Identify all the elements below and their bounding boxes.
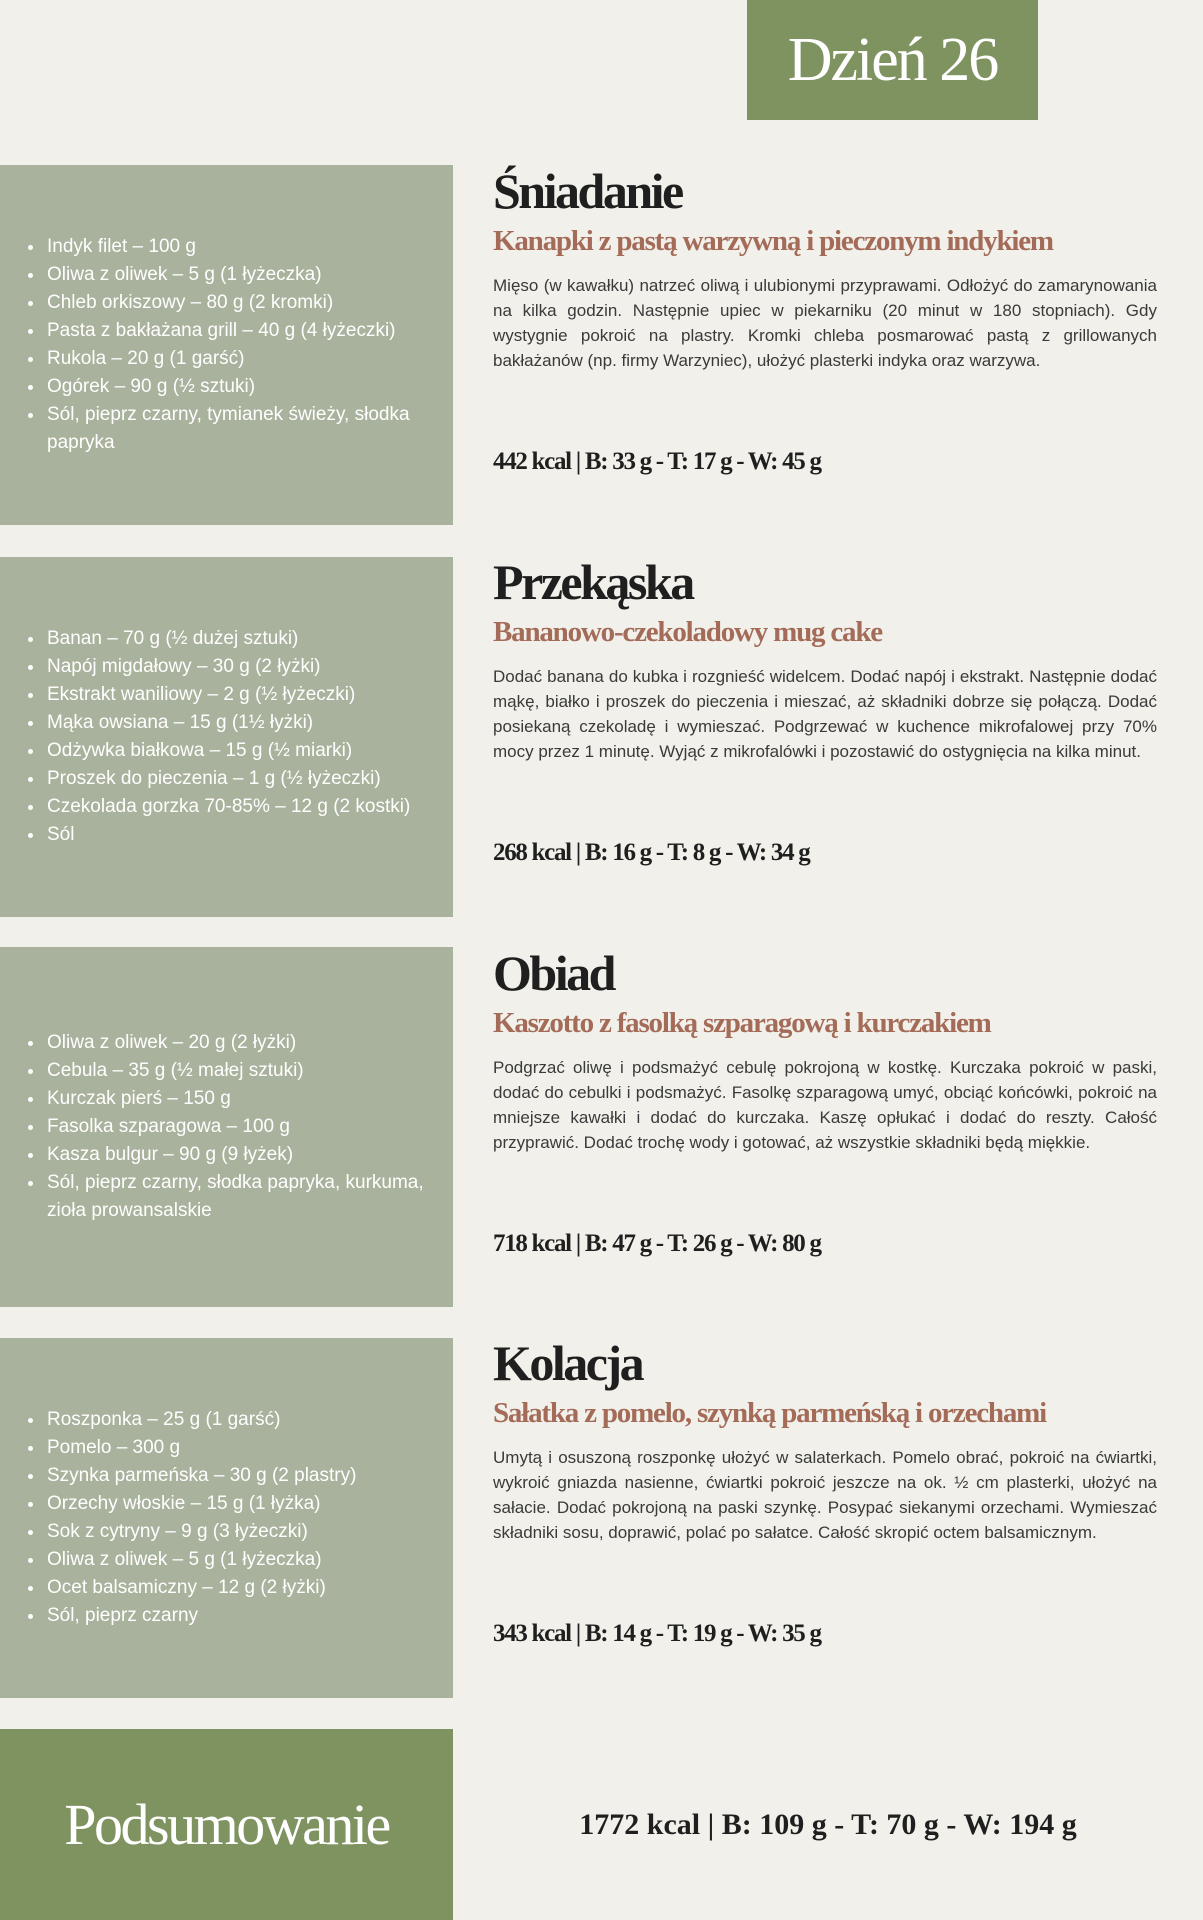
summary-macros-area bbox=[453, 1729, 1203, 1920]
ingredient-item: • Roszponka – 25 g (1 garść) bbox=[45, 1406, 356, 1434]
ingredient-item: • Ekstrakt waniliowy – 2 g (½ łyżeczki) bbox=[45, 681, 410, 709]
meal-subtitle: Bananowo-czekoladowy mug cake bbox=[493, 616, 882, 648]
ingredients-list-breakfast bbox=[25, 233, 453, 457]
ingredient-item: • Pomelo – 300 g bbox=[45, 1434, 356, 1462]
ingredient-item: • Czekolada gorzka 70-85% – 12 g (2 kostki) bbox=[45, 793, 410, 821]
ingredient-item: • Sól, pieprz czarny, słodka papryka, kurkuma, zioła prowansalskie bbox=[45, 1169, 453, 1225]
ingredient-item: • Ogórek – 90 g (½ sztuki) bbox=[45, 373, 453, 401]
meal-section-lunch bbox=[493, 945, 1157, 1257]
ingredient-item: • Fasolka szparagowa – 100 g bbox=[45, 1113, 453, 1141]
ingredient-item: • Pasta z bakłażana grill – 40 g (4 łyżeczki) bbox=[45, 317, 453, 345]
ingredient-item: • Szynka parmeńska – 30 g (2 plastry) bbox=[45, 1462, 356, 1490]
meal-title: Śniadanie bbox=[493, 163, 682, 219]
ingredient-item: • Sól, pieprz czarny, tymianek świeży, słodka papryka bbox=[45, 401, 453, 457]
ingredient-item: • Proszek do pieczenia – 1 g (½ łyżeczki) bbox=[45, 765, 410, 793]
meal-section-snack bbox=[493, 554, 1157, 866]
meal-section-breakfast bbox=[493, 163, 1157, 475]
ingredient-item: • Kurczak pierś – 150 g bbox=[45, 1085, 453, 1113]
meal-description: Mięso (w kawałku) natrzeć oliwą i ulubionymi przyprawami. Odłożyć do zamarynowania na kilka godzin. Następnie upiec w piekarniku (20 minut w 180 stopniach). Gdy wystygnie pokroić na plastry. Kromki chleba posmarować pastą z grillowanych bakłażanów (np. firmy Warzyniec), ułożyć plasterki indyka oraz warzywa. bbox=[493, 276, 1157, 370]
ingredient-item: • Odżywka białkowa – 15 g (½ miarki) bbox=[45, 737, 410, 765]
ingredients-panel-lunch bbox=[0, 947, 453, 1307]
meal-title: Obiad bbox=[493, 945, 614, 1001]
meal-subtitle: Kaszotto z fasolką szparagową i kurczakiem bbox=[493, 1007, 991, 1039]
meal-subtitle: Kanapki z pastą warzywną i pieczonym indykiem bbox=[493, 225, 1053, 257]
ingredients-panel-snack bbox=[0, 557, 453, 917]
ingredient-item: • Sól bbox=[45, 821, 410, 849]
ingredient-item: • Indyk filet – 100 g bbox=[45, 233, 453, 261]
meal-title: Kolacja bbox=[493, 1335, 643, 1391]
ingredient-item: • Mąka owsiana – 15 g (1½ łyżki) bbox=[45, 709, 410, 737]
ingredient-item: • Banan – 70 g (½ dużej sztuki) bbox=[45, 625, 410, 653]
ingredients-panel-breakfast bbox=[0, 165, 453, 525]
meal-title: Przekąska bbox=[493, 554, 693, 610]
meal-description: Dodać banana do kubka i rozgnieść widelcem. Dodać napój i ekstrakt. Następnie dodać mąkę, białko i proszek do pieczenia i mieszać, aż składniki dobrze się połączą. Dodać posiekaną czekoladę i wymieszać. Podgrzewać w kuchence mikrofalowej przy 70% mocy przez 1 minutę. Wyjąć z mikrofalówki i pozostawić do ostygnięcia na kilka minut. bbox=[493, 667, 1157, 761]
summary-label: Podsumowanie bbox=[64, 1792, 389, 1857]
ingredient-item: • Orzechy włoskie – 15 g (1 łyżka) bbox=[45, 1490, 356, 1518]
ingredient-item: • Sok z cytryny – 9 g (3 łyżeczki) bbox=[45, 1518, 356, 1546]
summary-macros: 1772 kcal | B: 109 g - T: 70 g - W: 194 g bbox=[579, 1807, 1077, 1841]
meal-macros: 442 kcal | B: 33 g - T: 17 g - W: 45 g bbox=[493, 448, 821, 475]
ingredients-list-snack bbox=[25, 625, 410, 849]
ingredients-list-lunch bbox=[25, 1029, 453, 1225]
meal-macros: 343 kcal | B: 14 g - T: 19 g - W: 35 g bbox=[493, 1620, 821, 1647]
ingredient-item: • Rukola – 20 g (1 garść) bbox=[45, 345, 453, 373]
day-title: Dzień 26 bbox=[787, 25, 998, 94]
ingredient-item: • Cebula – 35 g (½ małej sztuki) bbox=[45, 1057, 453, 1085]
meal-macros: 718 kcal | B: 47 g - T: 26 g - W: 80 g bbox=[493, 1230, 821, 1257]
ingredient-item: • Ocet balsamiczny – 12 g (2 łyżki) bbox=[45, 1574, 356, 1602]
ingredient-item: • Oliwa z oliwek – 5 g (1 łyżeczka) bbox=[45, 1546, 356, 1574]
ingredient-item: • Kasza bulgur – 90 g (9 łyżek) bbox=[45, 1141, 453, 1169]
ingredient-item: • Sól, pieprz czarny bbox=[45, 1602, 356, 1630]
summary-panel bbox=[0, 1729, 453, 1920]
ingredients-panel-dinner bbox=[0, 1338, 453, 1698]
ingredient-item: • Oliwa z oliwek – 5 g (1 łyżeczka) bbox=[45, 261, 453, 289]
meal-description: Podgrzać oliwę i podsmażyć cebulę pokrojoną w kostkę. Kurczaka pokroić w paski, dodać do cebulki i podsmażyć. Fasolkę szparagową umyć, obciąć końcówki, pokroić na mniejsze kawałki i dodać do kurczaka. Kaszę opłukać i dodać do reszty. Całość przyprawić. Dodać trochę wody i gotować, aż wszystkie składniki będą miękkie. bbox=[493, 1058, 1157, 1152]
ingredients-list-dinner bbox=[25, 1406, 356, 1630]
meal-macros: 268 kcal | B: 16 g - T: 8 g - W: 34 g bbox=[493, 839, 810, 866]
ingredient-item: • Oliwa z oliwek – 20 g (2 łyżki) bbox=[45, 1029, 453, 1057]
day-title-badge bbox=[747, 0, 1038, 120]
ingredient-item: • Napój migdałowy – 30 g (2 łyżki) bbox=[45, 653, 410, 681]
ingredient-item: • Chleb orkiszowy – 80 g (2 kromki) bbox=[45, 289, 453, 317]
meal-description: Umytą i osuszoną roszponkę ułożyć w salaterkach. Pomelo obrać, pokroić na ćwiartki, wykroić gniazda nasienne, ćwiartki pokroić jeszcze na ok. ½ cm plasterki, ułożyć na sałacie. Dodać pokrojoną na paski szynkę. Posypać siekanymi orzechami. Wymieszać składniki sosu, doprawić, polać po sałatce. Całość skropić octem balsamicznym. bbox=[493, 1448, 1157, 1542]
meal-section-dinner bbox=[493, 1335, 1157, 1647]
meal-subtitle: Sałatka z pomelo, szynką parmeńską i orzechami bbox=[493, 1397, 1046, 1429]
